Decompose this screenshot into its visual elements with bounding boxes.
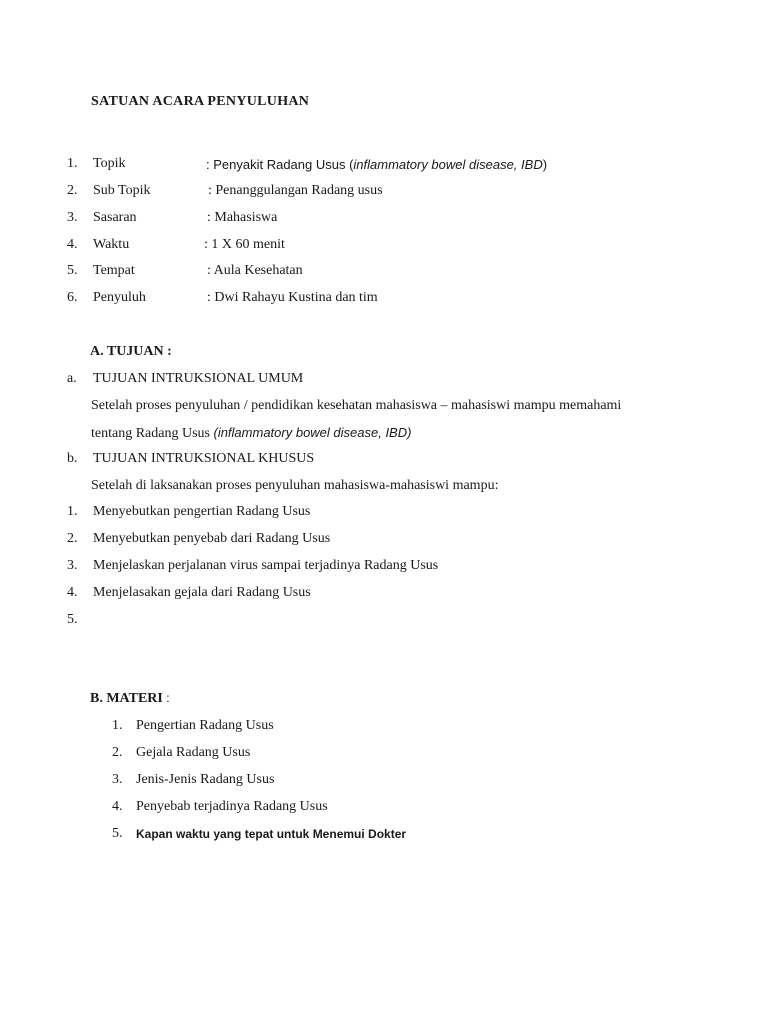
info-value-text: : Penyakit Radang Usus ( xyxy=(206,157,354,172)
document-title: SATUAN ACARA PENYULUHAN xyxy=(91,94,310,109)
list-item-number: 3. xyxy=(67,558,78,573)
tujuan-khusus-marker: b. xyxy=(67,451,78,466)
tujuan-umum-title: TUJUAN INTRUKSIONAL UMUM xyxy=(93,371,304,386)
list-item: Menyebutkan pengertian Radang Usus xyxy=(93,504,311,519)
info-number: 4. xyxy=(67,237,78,252)
info-value-italic: inflammatory bowel disease, IBD xyxy=(353,157,543,172)
info-number: 2. xyxy=(67,183,78,198)
list-item-number: 4. xyxy=(112,799,123,814)
info-number: 1. xyxy=(67,156,78,171)
list-item: Kapan waktu yang tepat untuk Menemui Dokter xyxy=(136,827,407,841)
info-number: 6. xyxy=(67,290,78,305)
info-label: Penyuluh xyxy=(93,290,146,305)
section-heading-tujuan: A. TUJUAN : xyxy=(90,344,172,359)
tujuan-umum-text-line2 xyxy=(91,425,411,442)
list-item-number: 2. xyxy=(67,531,78,546)
tujuan-umum-text-italic: (inflammatory bowel disease, IBD) xyxy=(213,425,412,440)
list-item-number: 1. xyxy=(67,504,78,519)
list-item: Jenis-Jenis Radang Usus xyxy=(136,772,275,787)
info-label: Tempat xyxy=(93,263,135,278)
info-number: 3. xyxy=(67,210,78,225)
section-heading-materi xyxy=(90,691,170,707)
info-value-close: ) xyxy=(542,157,548,172)
info-label: Sasaran xyxy=(93,210,137,225)
tujuan-khusus-text: Setelah di laksanakan proses penyuluhan mahasiswa-mahasiswi mampu: xyxy=(91,478,499,493)
list-item-number: 2. xyxy=(112,745,123,760)
tujuan-umum-text-line1: Setelah proses penyuluhan / pendidikan kesehatan mahasiswa – mahasiswi mampu memahami xyxy=(91,398,622,413)
info-number: 5. xyxy=(67,263,78,278)
tujuan-umum-text-prefix: tentang Radang Usus xyxy=(91,426,214,441)
info-value-waktu: : 1 X 60 menit xyxy=(204,237,285,252)
materi-heading-text: B. MATERI xyxy=(90,691,163,706)
list-item: Pengertian Radang Usus xyxy=(136,718,274,733)
list-item: Penyebab terjadinya Radang Usus xyxy=(136,799,328,814)
info-value-topik xyxy=(206,157,547,172)
info-value-tempat: : Aula Kesehatan xyxy=(207,263,303,278)
materi-heading-colon: : xyxy=(162,691,170,705)
list-item-number: 5. xyxy=(112,826,123,841)
info-value-penyuluh: : Dwi Rahayu Kustina dan tim xyxy=(207,290,378,305)
list-item: Gejala Radang Usus xyxy=(136,745,251,760)
info-value-sasaran: : Mahasiswa xyxy=(207,210,278,225)
info-label: Sub Topik xyxy=(93,183,151,198)
info-label: Waktu xyxy=(93,237,130,252)
list-item-number: 3. xyxy=(112,772,123,787)
info-label: Topik xyxy=(93,156,126,171)
list-item-number: 4. xyxy=(67,585,78,600)
tujuan-khusus-title: TUJUAN INTRUKSIONAL KHUSUS xyxy=(93,451,315,466)
tujuan-umum-marker: a. xyxy=(67,371,77,386)
list-item-number: 5. xyxy=(67,612,78,627)
info-value-subtopik: : Penanggulangan Radang usus xyxy=(208,183,383,198)
list-item: Menjelaskan perjalanan virus sampai terjadinya Radang Usus xyxy=(93,558,439,573)
list-item: Menjelasakan gejala dari Radang Usus xyxy=(93,585,311,600)
list-item: Menyebutkan penyebab dari Radang Usus xyxy=(93,531,331,546)
list-item-number: 1. xyxy=(112,718,123,733)
